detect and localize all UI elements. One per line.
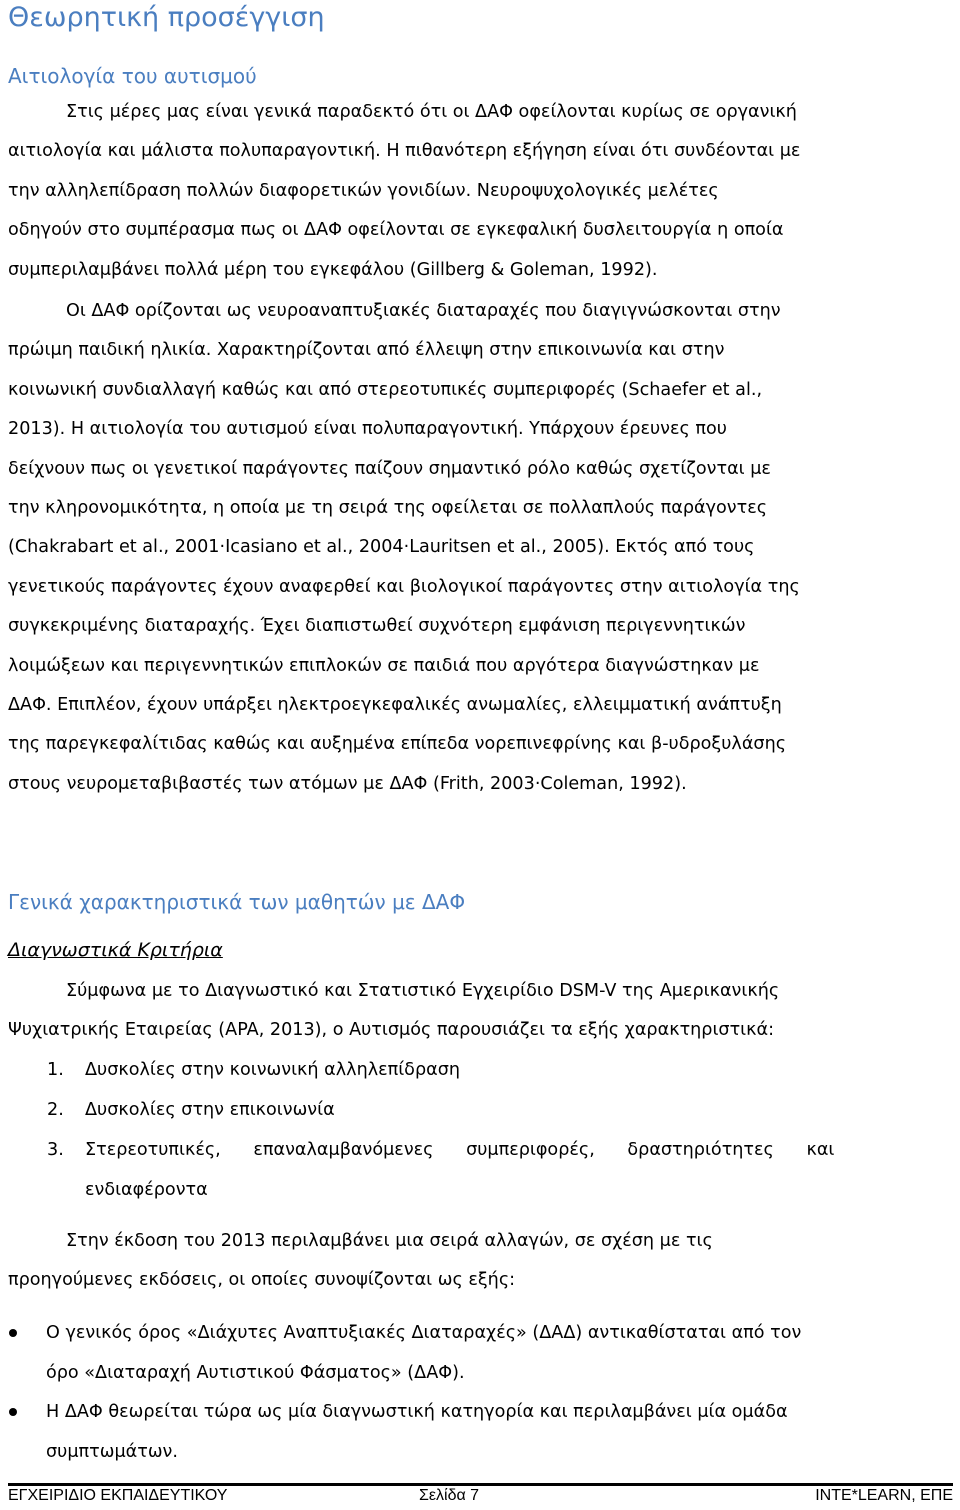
- paragraph-line: την αλληλεπίδραση πολλών διαφορετικών γονιδίων. Νευροψυχολογικές μελέτες: [8, 180, 719, 201]
- paragraph-line: δείχνουν πως οι γενετικοί παράγοντες παίζουν σημαντικό ρόλο καθώς σχετίζονται με: [8, 458, 771, 479]
- paragraph-etiology-2: [8, 292, 953, 804]
- paragraph-line: την κληρονομικότητα, η οποία με τη σειρά της οφείλεται σε πολλαπλούς παράγοντες: [8, 498, 768, 519]
- bullet-item-2: [8, 1393, 953, 1472]
- list-number: 1.: [47, 1060, 64, 1080]
- list-number: 2.: [47, 1100, 64, 1120]
- paragraph-dsm-intro: [8, 972, 953, 1051]
- list-item-text: Δυσκολίες στην κοινωνική αλληλεπίδραση: [85, 1060, 461, 1080]
- paragraph-line: (Chakrabart et al., 2001·Icasiano et al., 2004·Lauritsen et al., 2005). Εκτός από τους: [8, 537, 755, 558]
- bullet-text: Ο γενικός όρος «Διάχυτες Αναπτυξιακές Διαταραχές» (ΔΑΔ) αντικαθίσταται από τον: [46, 1323, 802, 1343]
- bullet-item-1: [8, 1314, 953, 1393]
- subheading-diagnostic-criteria: Διαγνωστικά Κριτήρια: [8, 939, 223, 961]
- paragraph-line: προηγούμενες εκδόσεις, οι οποίες συνοψίζονται ως εξής:: [8, 1270, 516, 1291]
- section-heading-characteristics: Γενικά χαρακτηριστικά των μαθητών με ΔΑΦ: [8, 890, 466, 914]
- page-footer: [8, 1486, 953, 1508]
- paragraph-dsm-changes: [8, 1222, 953, 1301]
- paragraph-etiology-1: [8, 93, 953, 290]
- footer-left-text: ΕΓΧΕΙΡΙΔΙΟ ΕΚΠΑΙΔΕΥΤΙΚΟΥ: [8, 1487, 228, 1504]
- paragraph-line: συμπεριλαμβάνει πολλά μέρη του εγκεφάλου (Gillberg & Goleman, 1992).: [8, 259, 658, 280]
- paragraph-line: οδηγούν στο συμπέρασμα πως οι ΔΑΦ οφείλονται σε εγκεφαλική δυσλειτουργία η οποία: [8, 220, 784, 241]
- section-heading-etiology: Αιτιολογία του αυτισμού: [8, 64, 257, 88]
- list-item-text: Δυσκολίες στην επικοινωνία: [85, 1100, 335, 1120]
- criteria-item-3-continued: [85, 1170, 960, 1210]
- list-item-text: ενδιαφέροντα: [85, 1180, 208, 1200]
- paragraph-line: κοινωνική συνδιαλλαγή καθώς και από στερεοτυπικές συμπεριφορές (Schaefer et al.,: [8, 379, 763, 400]
- criteria-item-3: [47, 1130, 953, 1170]
- paragraph-line: στους νευρομεταβιβαστές των ατόμων με ΔΑΦ (Frith, 2003·Coleman, 1992).: [8, 773, 687, 794]
- paragraph-line: της παρεγκεφαλίτιδας καθώς και αυξημένα επίπεδα νορεπινεφρίνης και β-υδροξυλάσης: [8, 734, 787, 755]
- criteria-item-2: [47, 1090, 953, 1130]
- paragraph-line: πρώιμη παιδική ηλικία. Χαρακτηρίζονται από έλλειψη στην επικοινωνία και στην: [8, 340, 725, 361]
- footer-right-text: INTE*LEARN, ΕΠΕ: [815, 1487, 953, 1504]
- paragraph-line: αιτιολογία και μάλιστα πολυπαραγοντική. Η πιθανότερη εξήγηση είναι ότι συνδέονται με: [8, 141, 801, 162]
- page-title: Θεωρητική προσέγγιση: [8, 2, 325, 33]
- criteria-item-1: [47, 1050, 953, 1090]
- paragraph-line: συγκεκριμένης διαταραχής. Έχει διαπιστωθεί συχνότερη εμφάνιση περιγεννητικών: [8, 616, 746, 637]
- list-number: 3.: [47, 1140, 64, 1160]
- paragraph-line: γενετικούς παράγοντες έχουν αναφερθεί και βιολογικοί παράγοντες στην αιτιολογία της: [8, 576, 800, 597]
- bullet-text: συμπτωμάτων.: [46, 1441, 178, 1462]
- paragraph-line: ΔΑΦ. Επιπλέον, έχουν υπάρξει ηλεκτροεγκεφαλικές ανωμαλίες, ελλειμματική ανάπτυξη: [8, 695, 782, 716]
- paragraph-line: Στις μέρες μας είναι γενικά παραδεκτό ότι οι ΔΑΦ οφείλονται κυρίως σε οργανική: [66, 102, 797, 122]
- bullet-text: όρο «Διαταραχή Αυτιστικού Φάσματος» (ΔΑΦ).: [46, 1362, 465, 1383]
- paragraph-line: 2013). Η αιτιολογία του αυτισμού είναι πολυπαραγοντική. Υπάρχουν έρευνες που: [8, 419, 727, 440]
- paragraph-line: Οι ΔΑΦ ορίζονται ως νευροαναπτυξιακές διαταραχές που διαγιγνώσκονται στην: [66, 301, 781, 321]
- paragraph-line: λοιμώξεων και περιγεννητικών επιπλοκών σε παιδιά που αργότερα διαγνώστηκαν με: [8, 655, 760, 676]
- footer-page-number: Σελίδα 7: [419, 1487, 480, 1504]
- bullet-text: Η ΔΑΦ θεωρείται τώρα ως μία διαγνωστική κατηγορία και περιλαμβάνει μία ομάδα: [46, 1402, 788, 1422]
- list-item-text: Στερεοτυπικές, επαναλαμβανόμενες συμπεριφορές, δραστηριότητες και: [85, 1140, 835, 1160]
- paragraph-line: Στην έκδοση του 2013 περιλαμβάνει μια σειρά αλλαγών, σε σχέση με τις: [66, 1231, 713, 1251]
- paragraph-line: Σύμφωνα με το Διαγνωστικό και Στατιστικό Εγχειρίδιο DSM-V της Αμερικανικής: [66, 981, 780, 1001]
- paragraph-line: Ψυχιατρικής Εταιρείας (APA, 2013), ο Αυτισμός παρουσιάζει τα εξής χαρακτηριστικά:: [8, 1020, 775, 1041]
